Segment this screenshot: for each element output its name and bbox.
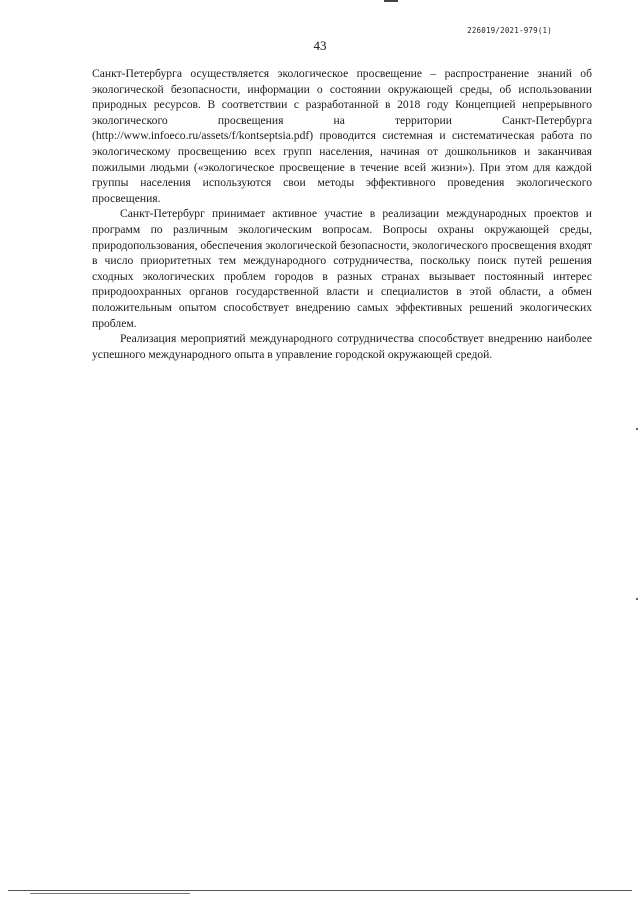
- scan-edge-mark: [384, 0, 398, 2]
- paragraph-international-cooperation: Реализация мероприятий международного сотрудничества способствует внедрению наиболее успешного международного опыта в управление городской окружающей средой.: [92, 332, 592, 361]
- document-body: [92, 66, 592, 362]
- scan-speck: [636, 428, 638, 430]
- scan-bottom-rule-secondary: [30, 893, 190, 894]
- page-number: 43: [313, 38, 327, 53]
- paragraph-environmental-education: Санкт-Петербурга осуществляется экологическое просвещение – распространение знаний об экологической безопасности, информации о состоянии окружающей среды, об использовании природных ресурсов. В соответствии с разработанной в 2018 году Концепцией непрерывного экологического просвещения на территории Санкт-Петербурга (http://www.infoeco.ru/assets/f/kontseptsia.pdf) проводится системная и систематическая работа по экологическому просвещению всех групп населения, начиная от дошкольников и заканчивая пожилыми людьми («экологическое просвещение в течение всей жизни»). При этом для каждой группы населения используются свои методы эффективного проведения экологического просвещения.: [92, 67, 592, 205]
- scan-speck: [636, 598, 638, 600]
- paragraph-international-projects: Санкт-Петербург принимает активное участие в реализации международных проектов и программ по различным экологическим вопросам. Вопросы охраны окружающей среды, природопользования, обеспечения экологической безопасности, экологического просвещения входят в число приоритетных тем международного сотрудничества, поскольку поиск путей решения сходных экологических проблем городов в разных странах вызывает постоянный интерес природоохранных органов государственной власти и специалистов в этой области, а обмен положительным опытом способствует внедрению самых эффективных решений экологических проблем.: [92, 207, 592, 330]
- scan-bottom-rule: [8, 890, 632, 891]
- document-id: 226019/2021-979(1): [467, 26, 552, 35]
